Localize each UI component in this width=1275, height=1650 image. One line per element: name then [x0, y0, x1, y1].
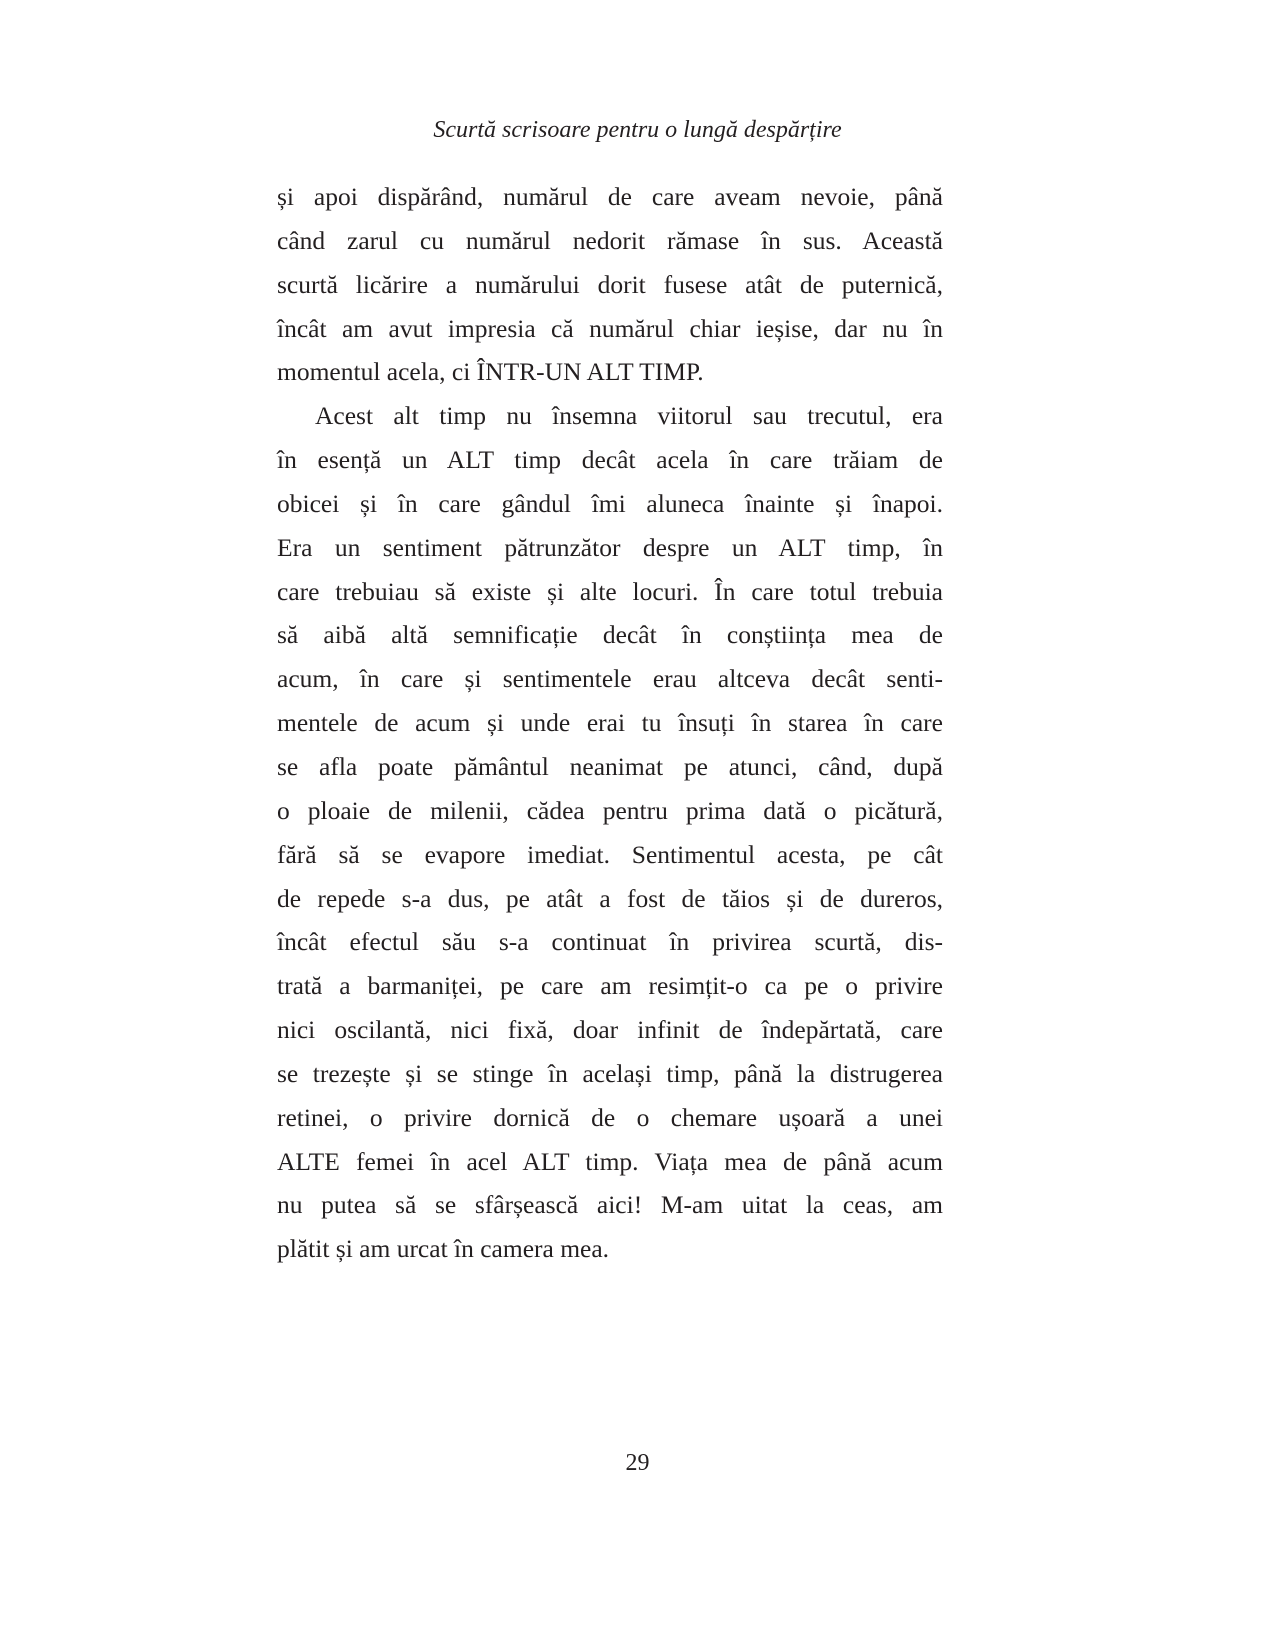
text-line: și apoi dispărând, numărul de care aveam nevoie, până	[277, 182, 943, 211]
text-line: Era un sentiment pătrunzător despre un ALT timp, în	[277, 532, 943, 562]
paragraph-1	[277, 175, 943, 394]
text-line: încât efectul său s-a continuat în privirea scurtă, dis-	[277, 927, 943, 957]
text-line: ALTE femei în acel ALT timp. Viața mea de până acum	[277, 1146, 943, 1176]
text-line: încât am avut impresia că numărul chiar ieșise, dar nu în	[277, 313, 943, 343]
text-line: acum, în care și sentimentele erau altceva decât senti-	[277, 664, 943, 694]
text-line: care trebuiau să existe și alte locuri. În care totul trebuia	[277, 576, 943, 606]
text-line: de repede s-a dus, pe atât a fost de tăios și de dureros,	[277, 883, 943, 913]
text-line: mentele de acum și unde erai tu însuți în starea în care	[277, 708, 943, 738]
text-line: scurtă licărire a numărului dorit fusese atât de puternică,	[277, 269, 943, 299]
text-line: o ploaie de milenii, cădea pentru prima dată o picătură,	[277, 795, 943, 825]
text-line: când zarul cu numărul nedorit rămase în sus. Această	[277, 225, 943, 255]
text-line: trată a barmaniței, pe care am resimțit-o ca pe o privire	[277, 971, 943, 1001]
paragraph-2	[277, 394, 943, 1271]
text-line: se afla poate pământul neanimat pe atunci, când, după	[277, 751, 943, 781]
text-line: fără să se evapore imediat. Sentimentul acesta, pe cât	[277, 839, 943, 869]
text-line: obicei și în care gândul îmi aluneca înainte și înapoi.	[277, 488, 943, 518]
page-number: 29	[625, 1450, 650, 1476]
body-text	[277, 175, 943, 1271]
text-line: se trezește și se stinge în același timp, până la distrugerea	[277, 1058, 943, 1088]
text-line: retinei, o privire dornică de o chemare ușoară a unei	[277, 1102, 943, 1132]
text-line: nu putea să se sfârșească aici! M-am uitat la ceas, am	[277, 1190, 943, 1220]
text-line: în esență un ALT timp decât acela în care trăiam de	[277, 445, 943, 475]
text-line: Acest alt timp nu însemna viitorul sau trecutul, era	[315, 401, 943, 431]
running-head: Scurtă scrisoare pentru o lungă despărțire	[433, 117, 842, 143]
text-line: plătit și am urcat în camera mea.	[277, 1234, 610, 1264]
text-line: să aibă altă semnificație decât în conștiința mea de	[277, 620, 943, 650]
text-line: nici oscilantă, nici fixă, doar infinit de îndepărtată, care	[277, 1015, 943, 1045]
text-line: momentul acela, ci ÎNTR-UN ALT TIMP.	[277, 357, 704, 387]
